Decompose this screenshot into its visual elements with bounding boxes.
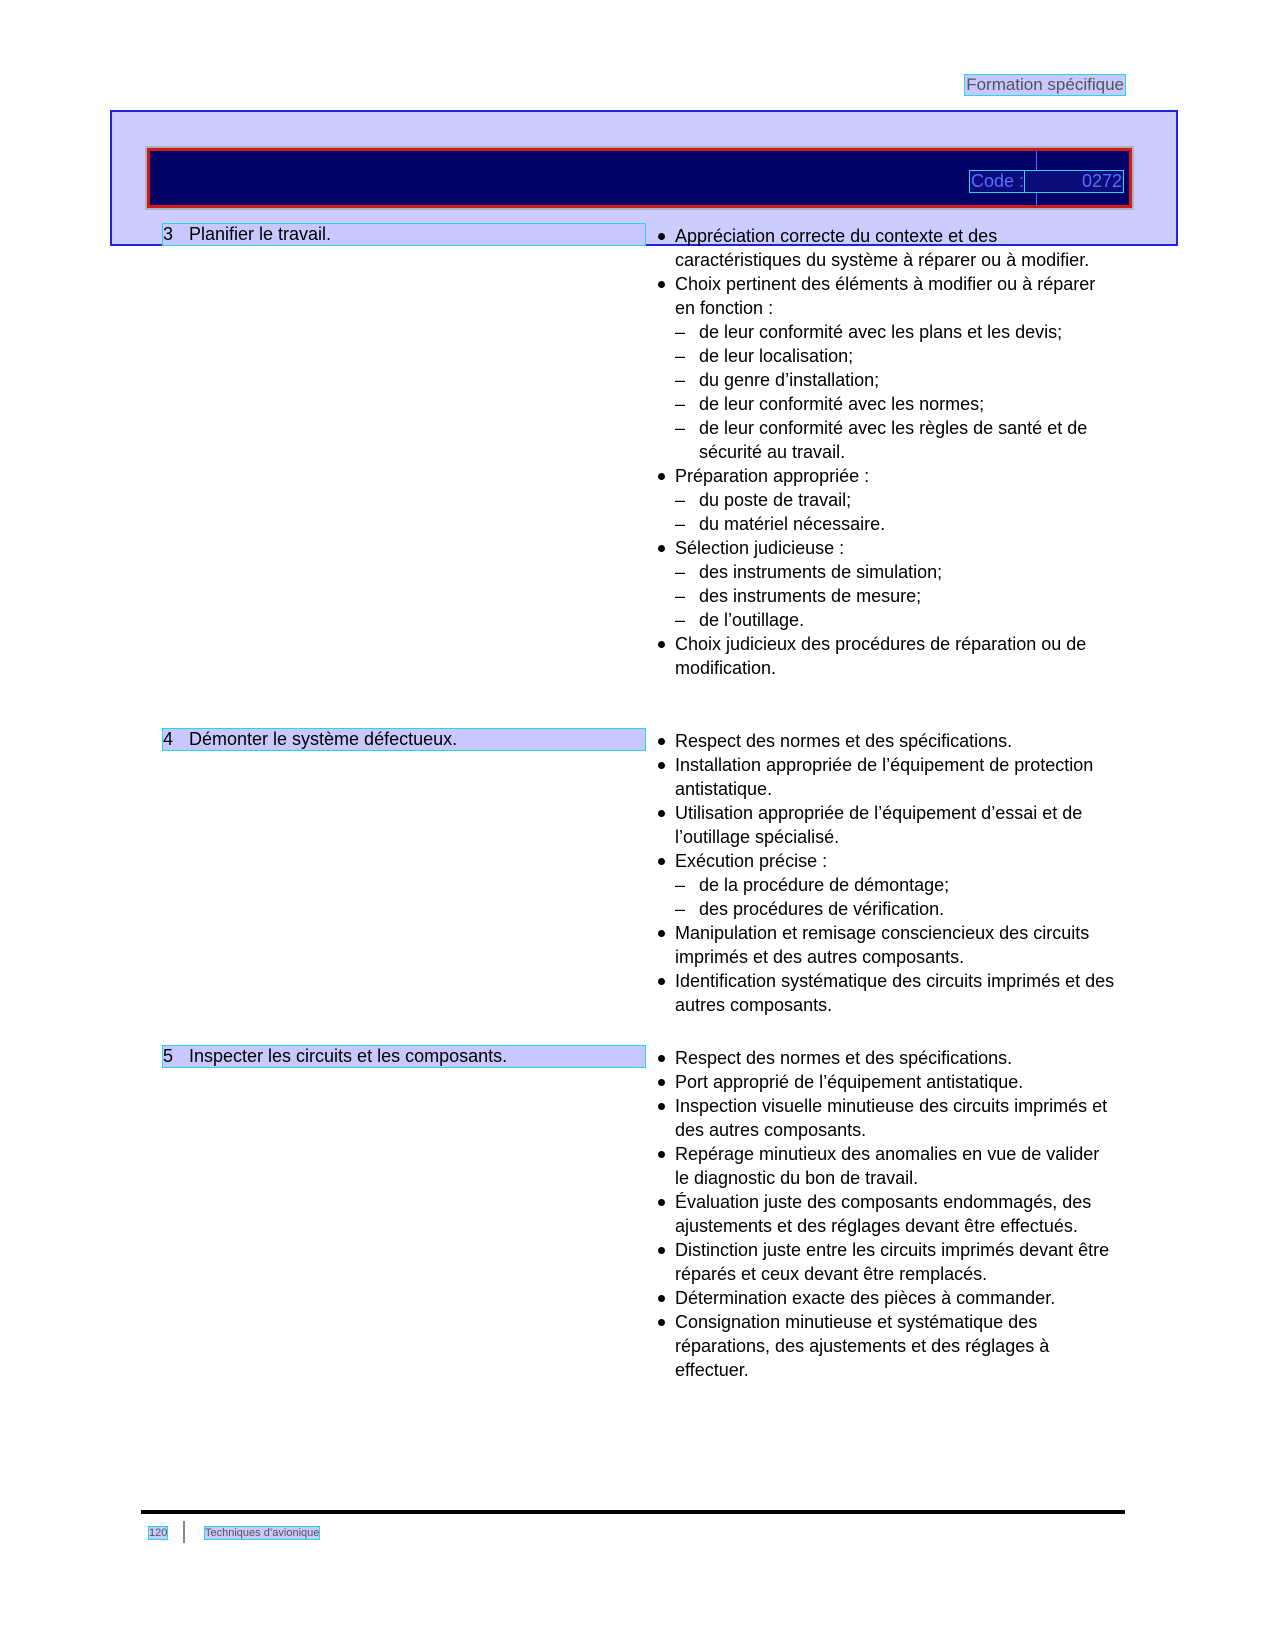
criterion-text: Sélection judicieuse : — [675, 538, 845, 558]
criterion-text: Consignation minutieuse et systématique des réparations, des ajustements et des réglages à effectuer. — [675, 1312, 1050, 1380]
sub-criterion-text: du matériel nécessaire. — [699, 514, 886, 534]
criterion — [655, 753, 1115, 801]
bullet-icon — [658, 1319, 665, 1326]
step-5-title — [163, 1046, 645, 1067]
step-title: Inspecter les circuits et les composants. — [189, 1046, 508, 1066]
criterion — [655, 801, 1115, 849]
sub-criterion-text: de leur conformité avec les règles de santé et de sécurité au travail. — [699, 418, 1088, 462]
criterion-text: Installation appropriée de l’équipement de protection antistatique. — [675, 755, 1094, 799]
bullet-icon — [658, 1079, 665, 1086]
sub-criterion — [655, 873, 1115, 897]
criterion — [655, 224, 1115, 272]
page-number: 120 — [149, 1527, 168, 1539]
bullet-icon — [658, 1103, 665, 1110]
code-value: 0272 — [1025, 171, 1123, 192]
dash-icon: – — [675, 562, 686, 582]
bullet-icon — [658, 473, 665, 480]
bullet-icon — [658, 545, 665, 552]
dash-icon: – — [675, 322, 686, 342]
criterion — [655, 921, 1115, 969]
sub-criterion — [655, 344, 1115, 368]
sub-criterion — [655, 897, 1115, 921]
step-4-criteria — [655, 729, 1115, 1017]
sub-criterion — [655, 560, 1115, 584]
sub-criterion-text: de l’outillage. — [699, 610, 805, 630]
sub-criterion — [655, 368, 1115, 392]
step-title: Planifier le travail. — [189, 224, 332, 244]
bullet-icon — [658, 1199, 665, 1206]
dash-icon: – — [675, 514, 686, 534]
footer-document-title: Techniques d’avionique — [205, 1527, 320, 1539]
criterion-text: Exécution précise : — [675, 851, 828, 871]
criterion — [655, 969, 1115, 1017]
criterion — [655, 1142, 1115, 1190]
dash-icon: – — [675, 418, 686, 438]
step-number: 3 — [163, 224, 174, 244]
criterion-text: Port approprié de l’équipement antistatique. — [675, 1072, 1024, 1092]
criterion-text: Évaluation juste des composants endommagés, des ajustements et des réglages devant être effectués. — [675, 1192, 1092, 1236]
sub-criterion — [655, 320, 1115, 344]
dash-icon: – — [675, 346, 686, 366]
footer-rule — [141, 1510, 1125, 1514]
dash-icon: – — [675, 370, 686, 390]
criterion-text: Identification systématique des circuits imprimés et des autres composants. — [675, 971, 1115, 1015]
sub-criterion-text: de leur conformité avec les normes; — [699, 394, 985, 414]
bullet-icon — [658, 762, 665, 769]
running-header: Formation spécifique — [966, 75, 1124, 94]
criterion — [655, 464, 1115, 488]
sub-criterion — [655, 512, 1115, 536]
criterion-text: Préparation appropriée : — [675, 466, 870, 486]
criterion — [655, 1070, 1115, 1094]
criterion — [655, 1190, 1115, 1238]
criterion — [655, 272, 1115, 320]
sub-criterion-text: du genre d’installation; — [699, 370, 880, 390]
criterion-text: Distinction juste entre les circuits imprimés devant être réparés et ceux devant être remplacés. — [675, 1240, 1110, 1284]
criterion-text: Utilisation appropriée de l’équipement d’essai et de l’outillage spécialisé. — [675, 803, 1083, 847]
bullet-icon — [658, 1295, 665, 1302]
bullet-icon — [658, 738, 665, 745]
sub-criterion — [655, 608, 1115, 632]
criterion — [655, 1310, 1115, 1382]
dash-icon: – — [675, 610, 686, 630]
sub-criterion-text: de la procédure de démontage; — [699, 875, 950, 895]
dash-icon: – — [675, 899, 686, 919]
sub-criterion-text: de leur localisation; — [699, 346, 854, 366]
bullet-icon — [658, 641, 665, 648]
criterion-text: Respect des normes et des spécifications. — [675, 731, 1013, 751]
sub-criterion-text: de leur conformité avec les plans et les devis; — [699, 322, 1063, 342]
criterion — [655, 632, 1115, 680]
criterion-text: Inspection visuelle minutieuse des circuits imprimés et des autres composants. — [675, 1096, 1108, 1140]
step-3-criteria — [655, 224, 1115, 680]
sub-criterion-text: des instruments de mesure; — [699, 586, 922, 606]
bullet-icon — [658, 858, 665, 865]
step-4-title — [163, 729, 645, 750]
bullet-icon — [658, 1055, 665, 1062]
criterion-text: Choix judicieux des procédures de réparation ou de modification. — [675, 634, 1087, 678]
criterion — [655, 536, 1115, 560]
dash-icon: – — [675, 875, 686, 895]
step-3-title — [163, 224, 645, 245]
criterion-text: Manipulation et remisage consciencieux des circuits imprimés et des autres composants. — [675, 923, 1090, 967]
footer-separator — [183, 1521, 185, 1543]
criterion-text: Respect des normes et des spécifications. — [675, 1048, 1013, 1068]
dash-icon: – — [675, 394, 686, 414]
step-title: Démonter le système défectueux. — [189, 729, 458, 749]
criterion-text: Repérage minutieux des anomalies en vue de valider le diagnostic du bon de travail. — [675, 1144, 1100, 1188]
sub-criterion — [655, 584, 1115, 608]
sub-criterion — [655, 392, 1115, 416]
bullet-icon — [658, 233, 665, 240]
dash-icon: – — [675, 586, 686, 606]
criterion — [655, 849, 1115, 873]
criterion-text: Choix pertinent des éléments à modifier ou à réparer en fonction : — [675, 274, 1096, 318]
criterion — [655, 1046, 1115, 1070]
step-number: 4 — [163, 729, 174, 749]
bullet-icon — [658, 978, 665, 985]
dash-icon: – — [675, 490, 686, 510]
criterion — [655, 1094, 1115, 1142]
criterion-text: Appréciation correcte du contexte et des caractéristiques du système à réparer ou à modifier. — [675, 226, 1090, 270]
sub-criterion — [655, 416, 1115, 464]
criterion — [655, 729, 1115, 753]
sub-criterion — [655, 488, 1115, 512]
bullet-icon — [658, 1151, 665, 1158]
step-5-criteria — [655, 1046, 1115, 1382]
sub-criterion-text: des procédures de vérification. — [699, 899, 945, 919]
bullet-icon — [658, 1247, 665, 1254]
bullet-icon — [658, 281, 665, 288]
code-label: Code : — [971, 171, 1025, 191]
criterion-text: Détermination exacte des pièces à commander. — [675, 1288, 1056, 1308]
bullet-icon — [658, 810, 665, 817]
sub-criterion-text: des instruments de simulation; — [699, 562, 943, 582]
criterion — [655, 1238, 1115, 1286]
bullet-icon — [658, 930, 665, 937]
step-number: 5 — [163, 1046, 174, 1066]
criterion — [655, 1286, 1115, 1310]
sub-criterion-text: du poste de travail; — [699, 490, 852, 510]
